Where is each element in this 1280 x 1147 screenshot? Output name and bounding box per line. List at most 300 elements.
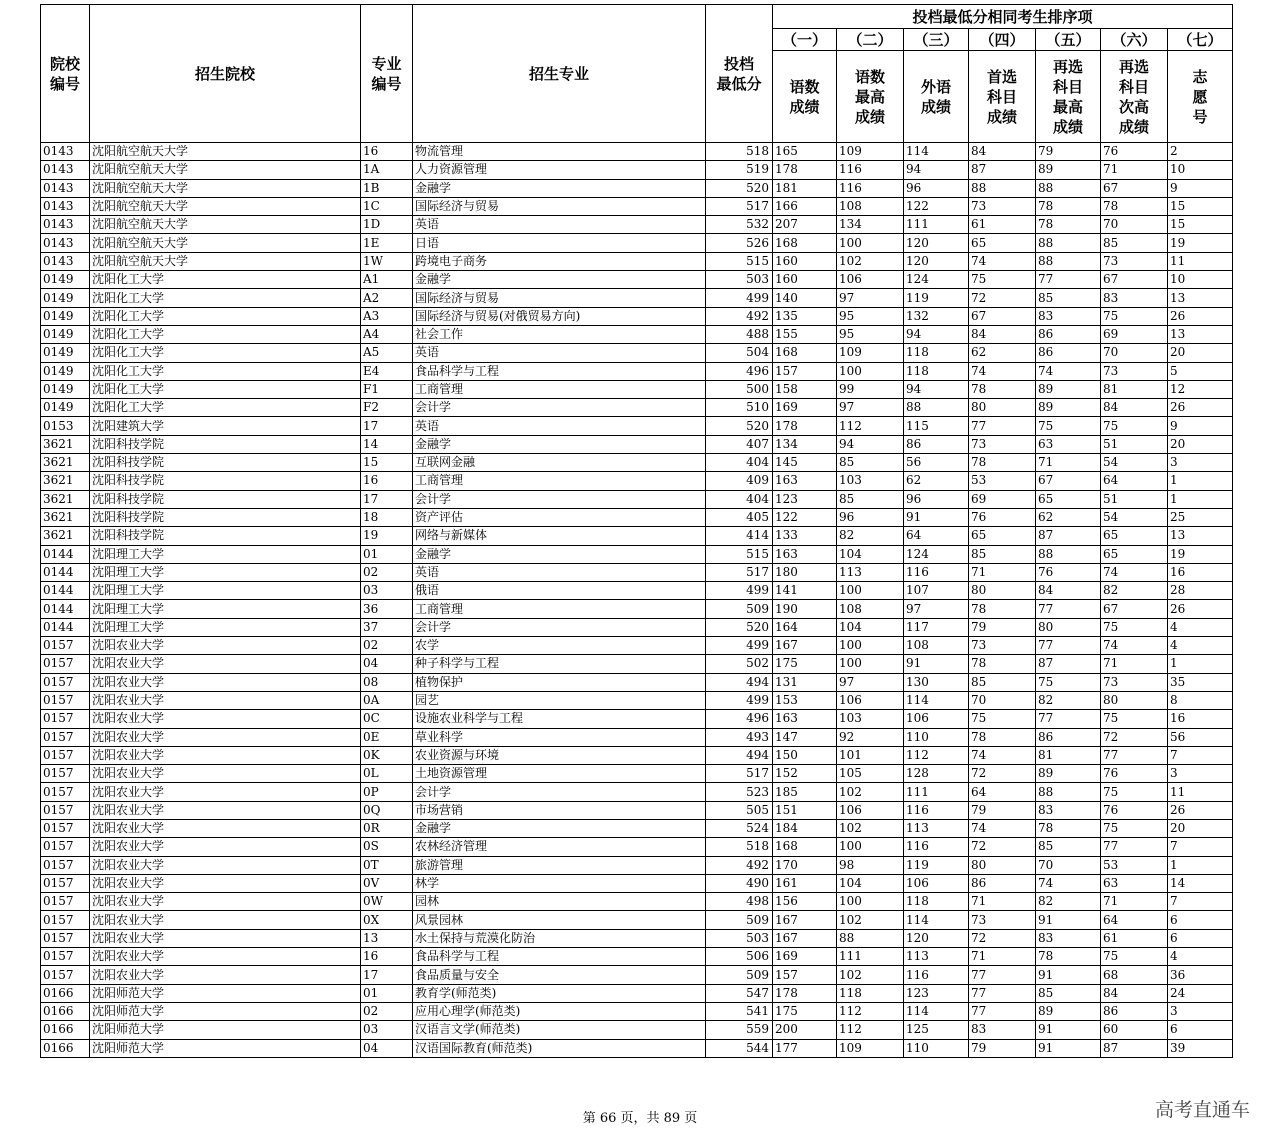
- cell-score-7: 16: [1168, 710, 1233, 728]
- cell-school-name: 沈阳师范大学: [90, 1039, 361, 1057]
- cell-score-7: 26: [1168, 600, 1233, 618]
- cell-school-code: 0149: [41, 344, 90, 362]
- table-row: [41, 765, 1233, 783]
- table-row: [41, 1002, 1233, 1020]
- cell-score-3: 119: [904, 856, 969, 874]
- cell-major-name: 国际经济与贸易(对俄贸易方向): [413, 307, 706, 325]
- cell-major-name: 金融学: [413, 179, 706, 197]
- cell-score-7: 56: [1168, 728, 1233, 746]
- cell-score-4: 83: [969, 1021, 1036, 1039]
- cell-score-5: 87: [1036, 655, 1101, 673]
- table-row: [41, 289, 1233, 307]
- cell-score-5: 77: [1036, 637, 1101, 655]
- cell-score-1: 167: [773, 637, 837, 655]
- cell-score-5: 85: [1036, 289, 1101, 307]
- cell-score-6: 53: [1101, 856, 1168, 874]
- cell-score-4: 71: [969, 948, 1036, 966]
- cell-min-score: 509: [706, 600, 773, 618]
- cell-score-1: 184: [773, 819, 837, 837]
- cell-score-3: 122: [904, 197, 969, 215]
- table-row: [41, 472, 1233, 490]
- cell-major-name: 资产评估: [413, 508, 706, 526]
- cell-major-code: A5: [361, 344, 413, 362]
- cell-score-5: 83: [1036, 801, 1101, 819]
- cell-score-6: 74: [1101, 637, 1168, 655]
- cell-school-code: 3621: [41, 435, 90, 453]
- cell-min-score: 414: [706, 527, 773, 545]
- cell-major-name: 国际经济与贸易: [413, 197, 706, 215]
- cell-score-2: 98: [837, 856, 904, 874]
- cell-score-1: 168: [773, 234, 837, 252]
- cell-score-6: 76: [1101, 143, 1168, 161]
- cell-major-name: 设施农业科学与工程: [413, 710, 706, 728]
- cell-min-score: 559: [706, 1021, 773, 1039]
- cell-score-7: 1: [1168, 490, 1233, 508]
- cell-score-3: 97: [904, 600, 969, 618]
- cell-score-1: 123: [773, 490, 837, 508]
- cell-score-2: 103: [837, 472, 904, 490]
- cell-school-code: 0157: [41, 691, 90, 709]
- cell-score-2: 100: [837, 655, 904, 673]
- header-school-code: 院校 编号: [41, 5, 90, 143]
- cell-score-7: 14: [1168, 874, 1233, 892]
- cell-school-code: 0144: [41, 545, 90, 563]
- cell-score-4: 77: [969, 984, 1036, 1002]
- cell-major-name: 工商管理: [413, 380, 706, 398]
- cell-score-4: 74: [969, 252, 1036, 270]
- cell-major-name: 种子科学与工程: [413, 655, 706, 673]
- cell-score-1: 134: [773, 435, 837, 453]
- cell-school-name: 沈阳建筑大学: [90, 417, 361, 435]
- cell-score-3: 111: [904, 216, 969, 234]
- cell-major-name: 土地资源管理: [413, 765, 706, 783]
- cell-score-6: 64: [1101, 472, 1168, 490]
- cell-major-code: 0K: [361, 746, 413, 764]
- cell-score-7: 5: [1168, 362, 1233, 380]
- cell-min-score: 515: [706, 545, 773, 563]
- cell-score-1: 166: [773, 197, 837, 215]
- cell-school-code: 0157: [41, 637, 90, 655]
- table-row: [41, 984, 1233, 1002]
- table-row: [41, 252, 1233, 270]
- cell-min-score: 498: [706, 893, 773, 911]
- cell-score-3: 88: [904, 399, 969, 417]
- cell-school-code: 0157: [41, 728, 90, 746]
- cell-score-1: 177: [773, 1039, 837, 1057]
- cell-min-score: 520: [706, 618, 773, 636]
- cell-score-4: 67: [969, 307, 1036, 325]
- cell-score-3: 132: [904, 307, 969, 325]
- cell-score-2: 97: [837, 289, 904, 307]
- cell-score-1: 122: [773, 508, 837, 526]
- cell-major-code: 0L: [361, 765, 413, 783]
- cell-score-5: 88: [1036, 234, 1101, 252]
- cell-score-7: 3: [1168, 1002, 1233, 1020]
- table-row: [41, 399, 1233, 417]
- cell-major-name: 汉语国际教育(师范类): [413, 1039, 706, 1057]
- cell-major-name: 会计学: [413, 490, 706, 508]
- cell-school-code: 0157: [41, 966, 90, 984]
- cell-major-name: 会计学: [413, 783, 706, 801]
- cell-score-7: 10: [1168, 161, 1233, 179]
- cell-score-5: 62: [1036, 508, 1101, 526]
- cell-major-name: 金融学: [413, 271, 706, 289]
- cell-school-name: 沈阳理工大学: [90, 600, 361, 618]
- cell-major-code: 0S: [361, 838, 413, 856]
- cell-school-name: 沈阳科技学院: [90, 454, 361, 472]
- cell-school-name: 沈阳科技学院: [90, 472, 361, 490]
- cell-major-name: 互联网金融: [413, 454, 706, 472]
- cell-score-4: 62: [969, 344, 1036, 362]
- cell-min-score: 541: [706, 1002, 773, 1020]
- cell-score-4: 75: [969, 710, 1036, 728]
- cell-score-2: 116: [837, 179, 904, 197]
- cell-score-5: 85: [1036, 984, 1101, 1002]
- cell-score-4: 79: [969, 618, 1036, 636]
- cell-score-4: 69: [969, 490, 1036, 508]
- cell-school-code: 0149: [41, 362, 90, 380]
- cell-major-code: 14: [361, 435, 413, 453]
- cell-major-name: 汉语言文学(师范类): [413, 1021, 706, 1039]
- cell-score-3: 110: [904, 1039, 969, 1057]
- cell-score-2: 97: [837, 399, 904, 417]
- cell-school-name: 沈阳化工大学: [90, 344, 361, 362]
- cell-score-7: 6: [1168, 929, 1233, 947]
- cell-school-code: 0157: [41, 710, 90, 728]
- header-tiebreak-number: （七）: [1168, 29, 1233, 51]
- table-row: [41, 893, 1233, 911]
- cell-min-score: 405: [706, 508, 773, 526]
- cell-score-7: 19: [1168, 545, 1233, 563]
- cell-score-5: 88: [1036, 179, 1101, 197]
- cell-school-name: 沈阳农业大学: [90, 838, 361, 856]
- cell-major-name: 会计学: [413, 618, 706, 636]
- cell-school-code: 0149: [41, 399, 90, 417]
- cell-score-2: 104: [837, 545, 904, 563]
- table-row: [41, 179, 1233, 197]
- cell-score-7: 19: [1168, 234, 1233, 252]
- cell-min-score: 517: [706, 563, 773, 581]
- cell-school-name: 沈阳农业大学: [90, 911, 361, 929]
- cell-score-3: 86: [904, 435, 969, 453]
- header-major-name: 招生专业: [413, 5, 706, 143]
- cell-school-name: 沈阳农业大学: [90, 673, 361, 691]
- cell-score-1: 155: [773, 325, 837, 343]
- cell-score-6: 69: [1101, 325, 1168, 343]
- cell-major-name: 林学: [413, 874, 706, 892]
- cell-score-1: 169: [773, 948, 837, 966]
- cell-school-code: 0157: [41, 948, 90, 966]
- cell-score-5: 80: [1036, 618, 1101, 636]
- cell-major-name: 食品质量与安全: [413, 966, 706, 984]
- page-footer: 第 66 页，共 89 页: [582, 1111, 698, 1126]
- cell-score-3: 124: [904, 271, 969, 289]
- cell-school-name: 沈阳农业大学: [90, 746, 361, 764]
- cell-min-score: 504: [706, 344, 773, 362]
- header-tiebreak-label: 志 愿 号: [1168, 51, 1233, 143]
- cell-school-name: 沈阳农业大学: [90, 819, 361, 837]
- cell-major-code: F1: [361, 380, 413, 398]
- cell-score-7: 39: [1168, 1039, 1233, 1057]
- cell-score-2: 97: [837, 673, 904, 691]
- cell-major-code: 1C: [361, 197, 413, 215]
- cell-score-2: 134: [837, 216, 904, 234]
- cell-major-name: 国际经济与贸易: [413, 289, 706, 307]
- cell-score-7: 28: [1168, 582, 1233, 600]
- cell-score-3: 113: [904, 819, 969, 837]
- cell-school-code: 3621: [41, 508, 90, 526]
- cell-major-code: 16: [361, 948, 413, 966]
- cell-min-score: 526: [706, 234, 773, 252]
- cell-major-name: 风景园林: [413, 911, 706, 929]
- cell-score-1: 131: [773, 673, 837, 691]
- cell-score-5: 81: [1036, 746, 1101, 764]
- table-row: [41, 691, 1233, 709]
- cell-major-code: 01: [361, 545, 413, 563]
- cell-score-1: 160: [773, 252, 837, 270]
- cell-min-score: 499: [706, 637, 773, 655]
- cell-school-code: 0157: [41, 819, 90, 837]
- cell-major-code: A2: [361, 289, 413, 307]
- cell-major-name: 日语: [413, 234, 706, 252]
- cell-school-code: 0143: [41, 234, 90, 252]
- table-row: [41, 819, 1233, 837]
- cell-school-name: 沈阳科技学院: [90, 508, 361, 526]
- cell-school-code: 0153: [41, 417, 90, 435]
- cell-score-1: 180: [773, 563, 837, 581]
- cell-major-code: 0V: [361, 874, 413, 892]
- cell-score-6: 75: [1101, 710, 1168, 728]
- cell-score-6: 73: [1101, 673, 1168, 691]
- cell-school-name: 沈阳化工大学: [90, 271, 361, 289]
- cell-score-7: 7: [1168, 746, 1233, 764]
- cell-score-3: 110: [904, 728, 969, 746]
- cell-score-4: 53: [969, 472, 1036, 490]
- cell-score-5: 88: [1036, 783, 1101, 801]
- cell-major-name: 社会工作: [413, 325, 706, 343]
- cell-score-2: 116: [837, 161, 904, 179]
- cell-score-7: 9: [1168, 417, 1233, 435]
- cell-score-3: 94: [904, 325, 969, 343]
- cell-major-name: 英语: [413, 417, 706, 435]
- cell-score-6: 67: [1101, 179, 1168, 197]
- cell-school-name: 沈阳农业大学: [90, 783, 361, 801]
- cell-score-7: 20: [1168, 819, 1233, 837]
- cell-score-1: 150: [773, 746, 837, 764]
- watermark: 高考直通车: [1154, 1099, 1250, 1121]
- cell-score-3: 96: [904, 490, 969, 508]
- cell-min-score: 523: [706, 783, 773, 801]
- cell-score-2: 109: [837, 143, 904, 161]
- cell-score-5: 89: [1036, 161, 1101, 179]
- cell-score-3: 114: [904, 911, 969, 929]
- cell-major-code: F2: [361, 399, 413, 417]
- cell-score-4: 87: [969, 161, 1036, 179]
- cell-score-3: 130: [904, 673, 969, 691]
- cell-min-score: 496: [706, 710, 773, 728]
- cell-score-4: 84: [969, 143, 1036, 161]
- cell-score-2: 108: [837, 600, 904, 618]
- cell-score-3: 94: [904, 161, 969, 179]
- cell-score-5: 77: [1036, 600, 1101, 618]
- cell-score-7: 36: [1168, 966, 1233, 984]
- cell-score-6: 64: [1101, 911, 1168, 929]
- table-row: [41, 728, 1233, 746]
- cell-school-code: 3621: [41, 490, 90, 508]
- cell-score-5: 74: [1036, 362, 1101, 380]
- cell-min-score: 490: [706, 874, 773, 892]
- cell-score-2: 100: [837, 893, 904, 911]
- cell-score-6: 76: [1101, 765, 1168, 783]
- cell-school-name: 沈阳航空航天大学: [90, 179, 361, 197]
- cell-school-code: 0157: [41, 838, 90, 856]
- cell-score-5: 77: [1036, 271, 1101, 289]
- cell-major-name: 会计学: [413, 399, 706, 417]
- cell-min-score: 493: [706, 728, 773, 746]
- cell-school-name: 沈阳农业大学: [90, 728, 361, 746]
- cell-school-code: 0143: [41, 216, 90, 234]
- cell-score-2: 109: [837, 344, 904, 362]
- cell-score-2: 85: [837, 490, 904, 508]
- cell-score-3: 123: [904, 984, 969, 1002]
- cell-score-7: 1: [1168, 856, 1233, 874]
- cell-score-2: 85: [837, 454, 904, 472]
- cell-score-1: 153: [773, 691, 837, 709]
- cell-score-2: 100: [837, 838, 904, 856]
- cell-score-1: 167: [773, 929, 837, 947]
- cell-score-4: 71: [969, 563, 1036, 581]
- cell-major-name: 植物保护: [413, 673, 706, 691]
- cell-score-4: 77: [969, 966, 1036, 984]
- cell-score-7: 13: [1168, 325, 1233, 343]
- cell-school-name: 沈阳航空航天大学: [90, 234, 361, 252]
- cell-score-5: 65: [1036, 490, 1101, 508]
- cell-score-3: 118: [904, 362, 969, 380]
- cell-major-code: 01: [361, 984, 413, 1002]
- cell-score-6: 73: [1101, 252, 1168, 270]
- cell-school-name: 沈阳化工大学: [90, 325, 361, 343]
- cell-score-7: 26: [1168, 801, 1233, 819]
- cell-score-4: 85: [969, 545, 1036, 563]
- cell-school-code: 0157: [41, 655, 90, 673]
- cell-score-5: 78: [1036, 819, 1101, 837]
- cell-score-6: 51: [1101, 435, 1168, 453]
- cell-score-1: 185: [773, 783, 837, 801]
- cell-major-name: 金融学: [413, 545, 706, 563]
- cell-score-5: 83: [1036, 307, 1101, 325]
- cell-score-4: 80: [969, 856, 1036, 874]
- cell-school-code: 0143: [41, 143, 90, 161]
- cell-school-name: 沈阳农业大学: [90, 801, 361, 819]
- cell-score-7: 2: [1168, 143, 1233, 161]
- cell-min-score: 506: [706, 948, 773, 966]
- cell-score-1: 140: [773, 289, 837, 307]
- cell-school-name: 沈阳师范大学: [90, 984, 361, 1002]
- cell-min-score: 532: [706, 216, 773, 234]
- cell-score-3: 107: [904, 582, 969, 600]
- cell-major-name: 农林经济管理: [413, 838, 706, 856]
- cell-major-name: 农业资源与环境: [413, 746, 706, 764]
- cell-score-5: 88: [1036, 252, 1101, 270]
- table-row: [41, 655, 1233, 673]
- cell-school-code: 0144: [41, 600, 90, 618]
- cell-school-code: 0144: [41, 563, 90, 581]
- table-row: [41, 216, 1233, 234]
- cell-score-4: 86: [969, 874, 1036, 892]
- cell-score-5: 85: [1036, 838, 1101, 856]
- table-row: [41, 673, 1233, 691]
- cell-score-5: 91: [1036, 1021, 1101, 1039]
- cell-score-5: 71: [1036, 454, 1101, 472]
- cell-score-5: 84: [1036, 582, 1101, 600]
- cell-score-3: 124: [904, 545, 969, 563]
- cell-score-6: 83: [1101, 289, 1168, 307]
- cell-score-1: 157: [773, 966, 837, 984]
- cell-major-code: E4: [361, 362, 413, 380]
- cell-score-5: 79: [1036, 143, 1101, 161]
- cell-score-6: 74: [1101, 563, 1168, 581]
- cell-major-code: 02: [361, 563, 413, 581]
- cell-score-7: 10: [1168, 271, 1233, 289]
- cell-score-3: 113: [904, 948, 969, 966]
- cell-major-code: 0Q: [361, 801, 413, 819]
- cell-score-2: 109: [837, 1039, 904, 1057]
- cell-score-5: 83: [1036, 929, 1101, 947]
- cell-score-6: 73: [1101, 362, 1168, 380]
- cell-min-score: 519: [706, 161, 773, 179]
- cell-score-4: 71: [969, 893, 1036, 911]
- cell-score-6: 60: [1101, 1021, 1168, 1039]
- cell-score-6: 75: [1101, 783, 1168, 801]
- cell-score-1: 145: [773, 454, 837, 472]
- cell-major-code: 0A: [361, 691, 413, 709]
- cell-school-code: 3621: [41, 527, 90, 545]
- header-tiebreak-label: 首选 科目 成绩: [969, 51, 1036, 143]
- cell-school-code: 0144: [41, 618, 90, 636]
- cell-score-6: 54: [1101, 454, 1168, 472]
- header-tiebreak-label: 语数 成绩: [773, 51, 837, 143]
- cell-score-5: 89: [1036, 765, 1101, 783]
- cell-major-code: 04: [361, 1039, 413, 1057]
- cell-score-3: 91: [904, 655, 969, 673]
- cell-score-7: 25: [1168, 508, 1233, 526]
- cell-school-code: 0143: [41, 197, 90, 215]
- cell-score-6: 87: [1101, 1039, 1168, 1057]
- admission-score-table: [40, 4, 1233, 1058]
- cell-score-1: 163: [773, 710, 837, 728]
- cell-score-1: 151: [773, 801, 837, 819]
- cell-school-name: 沈阳农业大学: [90, 655, 361, 673]
- table-row: [41, 344, 1233, 362]
- cell-score-5: 87: [1036, 527, 1101, 545]
- cell-score-1: 164: [773, 618, 837, 636]
- cell-school-name: 沈阳农业大学: [90, 710, 361, 728]
- cell-score-6: 67: [1101, 600, 1168, 618]
- cell-score-6: 63: [1101, 874, 1168, 892]
- cell-school-name: 沈阳理工大学: [90, 545, 361, 563]
- cell-score-7: 7: [1168, 893, 1233, 911]
- cell-school-name: 沈阳农业大学: [90, 637, 361, 655]
- cell-score-5: 82: [1036, 893, 1101, 911]
- cell-min-score: 520: [706, 179, 773, 197]
- table-row: [41, 527, 1233, 545]
- cell-min-score: 509: [706, 966, 773, 984]
- table-row: [41, 161, 1233, 179]
- cell-score-1: 190: [773, 600, 837, 618]
- cell-score-5: 78: [1036, 216, 1101, 234]
- cell-school-name: 沈阳化工大学: [90, 307, 361, 325]
- cell-score-7: 13: [1168, 289, 1233, 307]
